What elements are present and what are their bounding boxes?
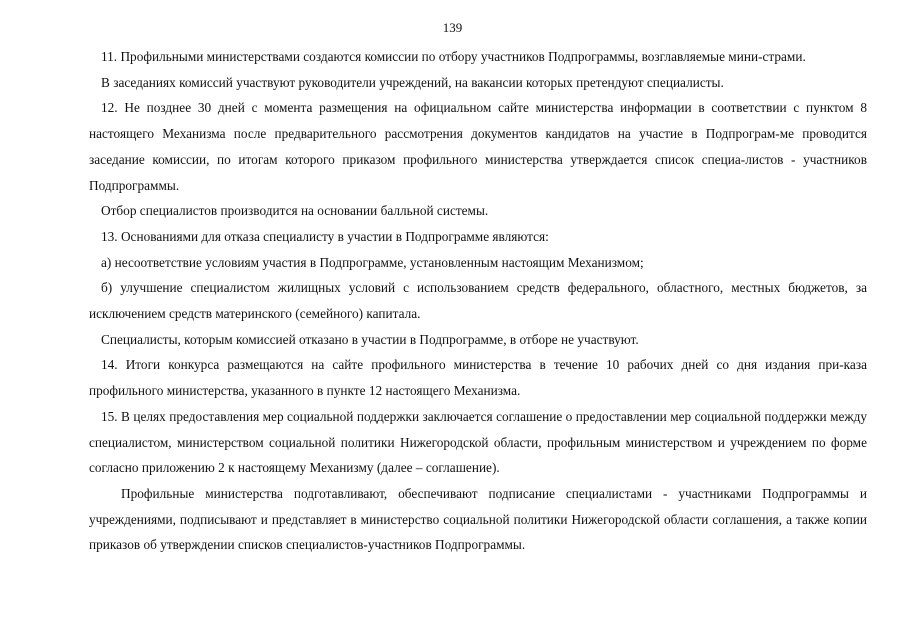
paragraph-12: 12. Не позднее 30 дней с момента размещения на официальном сайте министерства информации в соответствии с пунктом 8 настоящего Механизма после предварительного рассмотрения документов кандидатов на участие в Подпрограм-ме проводится заседание комиссии, по итогам которого приказом профильного министерства утверждается список специа-листов - участников Подпрограммы. xyxy=(89,100,867,193)
paragraph-selection-system: Отбор специалистов производится на основании балльной системы. xyxy=(101,203,489,219)
paragraph-15: 15. В целях предоставления мер социальной поддержки заключается соглашение о предоставлении мер социальной поддержки между специалистом, министерством социальной политики Нижегородской области, профильным министерством и учреждением по форме согласно приложению 2 к настоящему Механизму (далее – соглашение). xyxy=(89,408,867,476)
paragraph-14: 14. Итоги конкурса размещаются на сайте профильного министерства в течение 10 рабочих дней со дня издания при-каза профильного министерства, указанного в пункте 12 настоящего Механизма. xyxy=(89,357,867,399)
paragraph-13a: а) несоответствие условиям участия в Подпрограмме, установленным настоящим Механизмом; xyxy=(101,254,644,270)
paragraph-11: 11. Профильными министерствами создаются комиссии по отбору участников Подпрограммы, возглавляемые мини-страми. xyxy=(101,49,806,64)
paragraph-ministries-prepare: Профильные министерства подготавливают, обеспечивают подписание специалистами - участниками Подпрограммы и учреждениями, подписывают и представляет в министерство социальной политики Нижегородской области соглашения, а также копии приказов об утверждении списков специалистов-участников Подпрограммы. xyxy=(89,485,867,553)
paragraph-13b: б) улучшение специалистом жилищных условий с использованием средств федерального, областного, местных бюджетов, за исключением средств материнского (семейного) капитала. xyxy=(89,280,867,322)
page-number: 139 xyxy=(442,20,463,35)
paragraph-commission-meetings: В заседаниях комиссий участвуют руководители учреждений, на вакансии которых претендуют специалисты. xyxy=(101,74,724,90)
paragraph-refused-specialists: Специалисты, которым комиссией отказано в участии в Подпрограмме, в отборе не участвуют. xyxy=(101,331,639,347)
document-body xyxy=(89,44,867,558)
paragraph-13: 13. Основаниями для отказа специалисту в участии в Подпрограмме являются: xyxy=(101,228,549,244)
